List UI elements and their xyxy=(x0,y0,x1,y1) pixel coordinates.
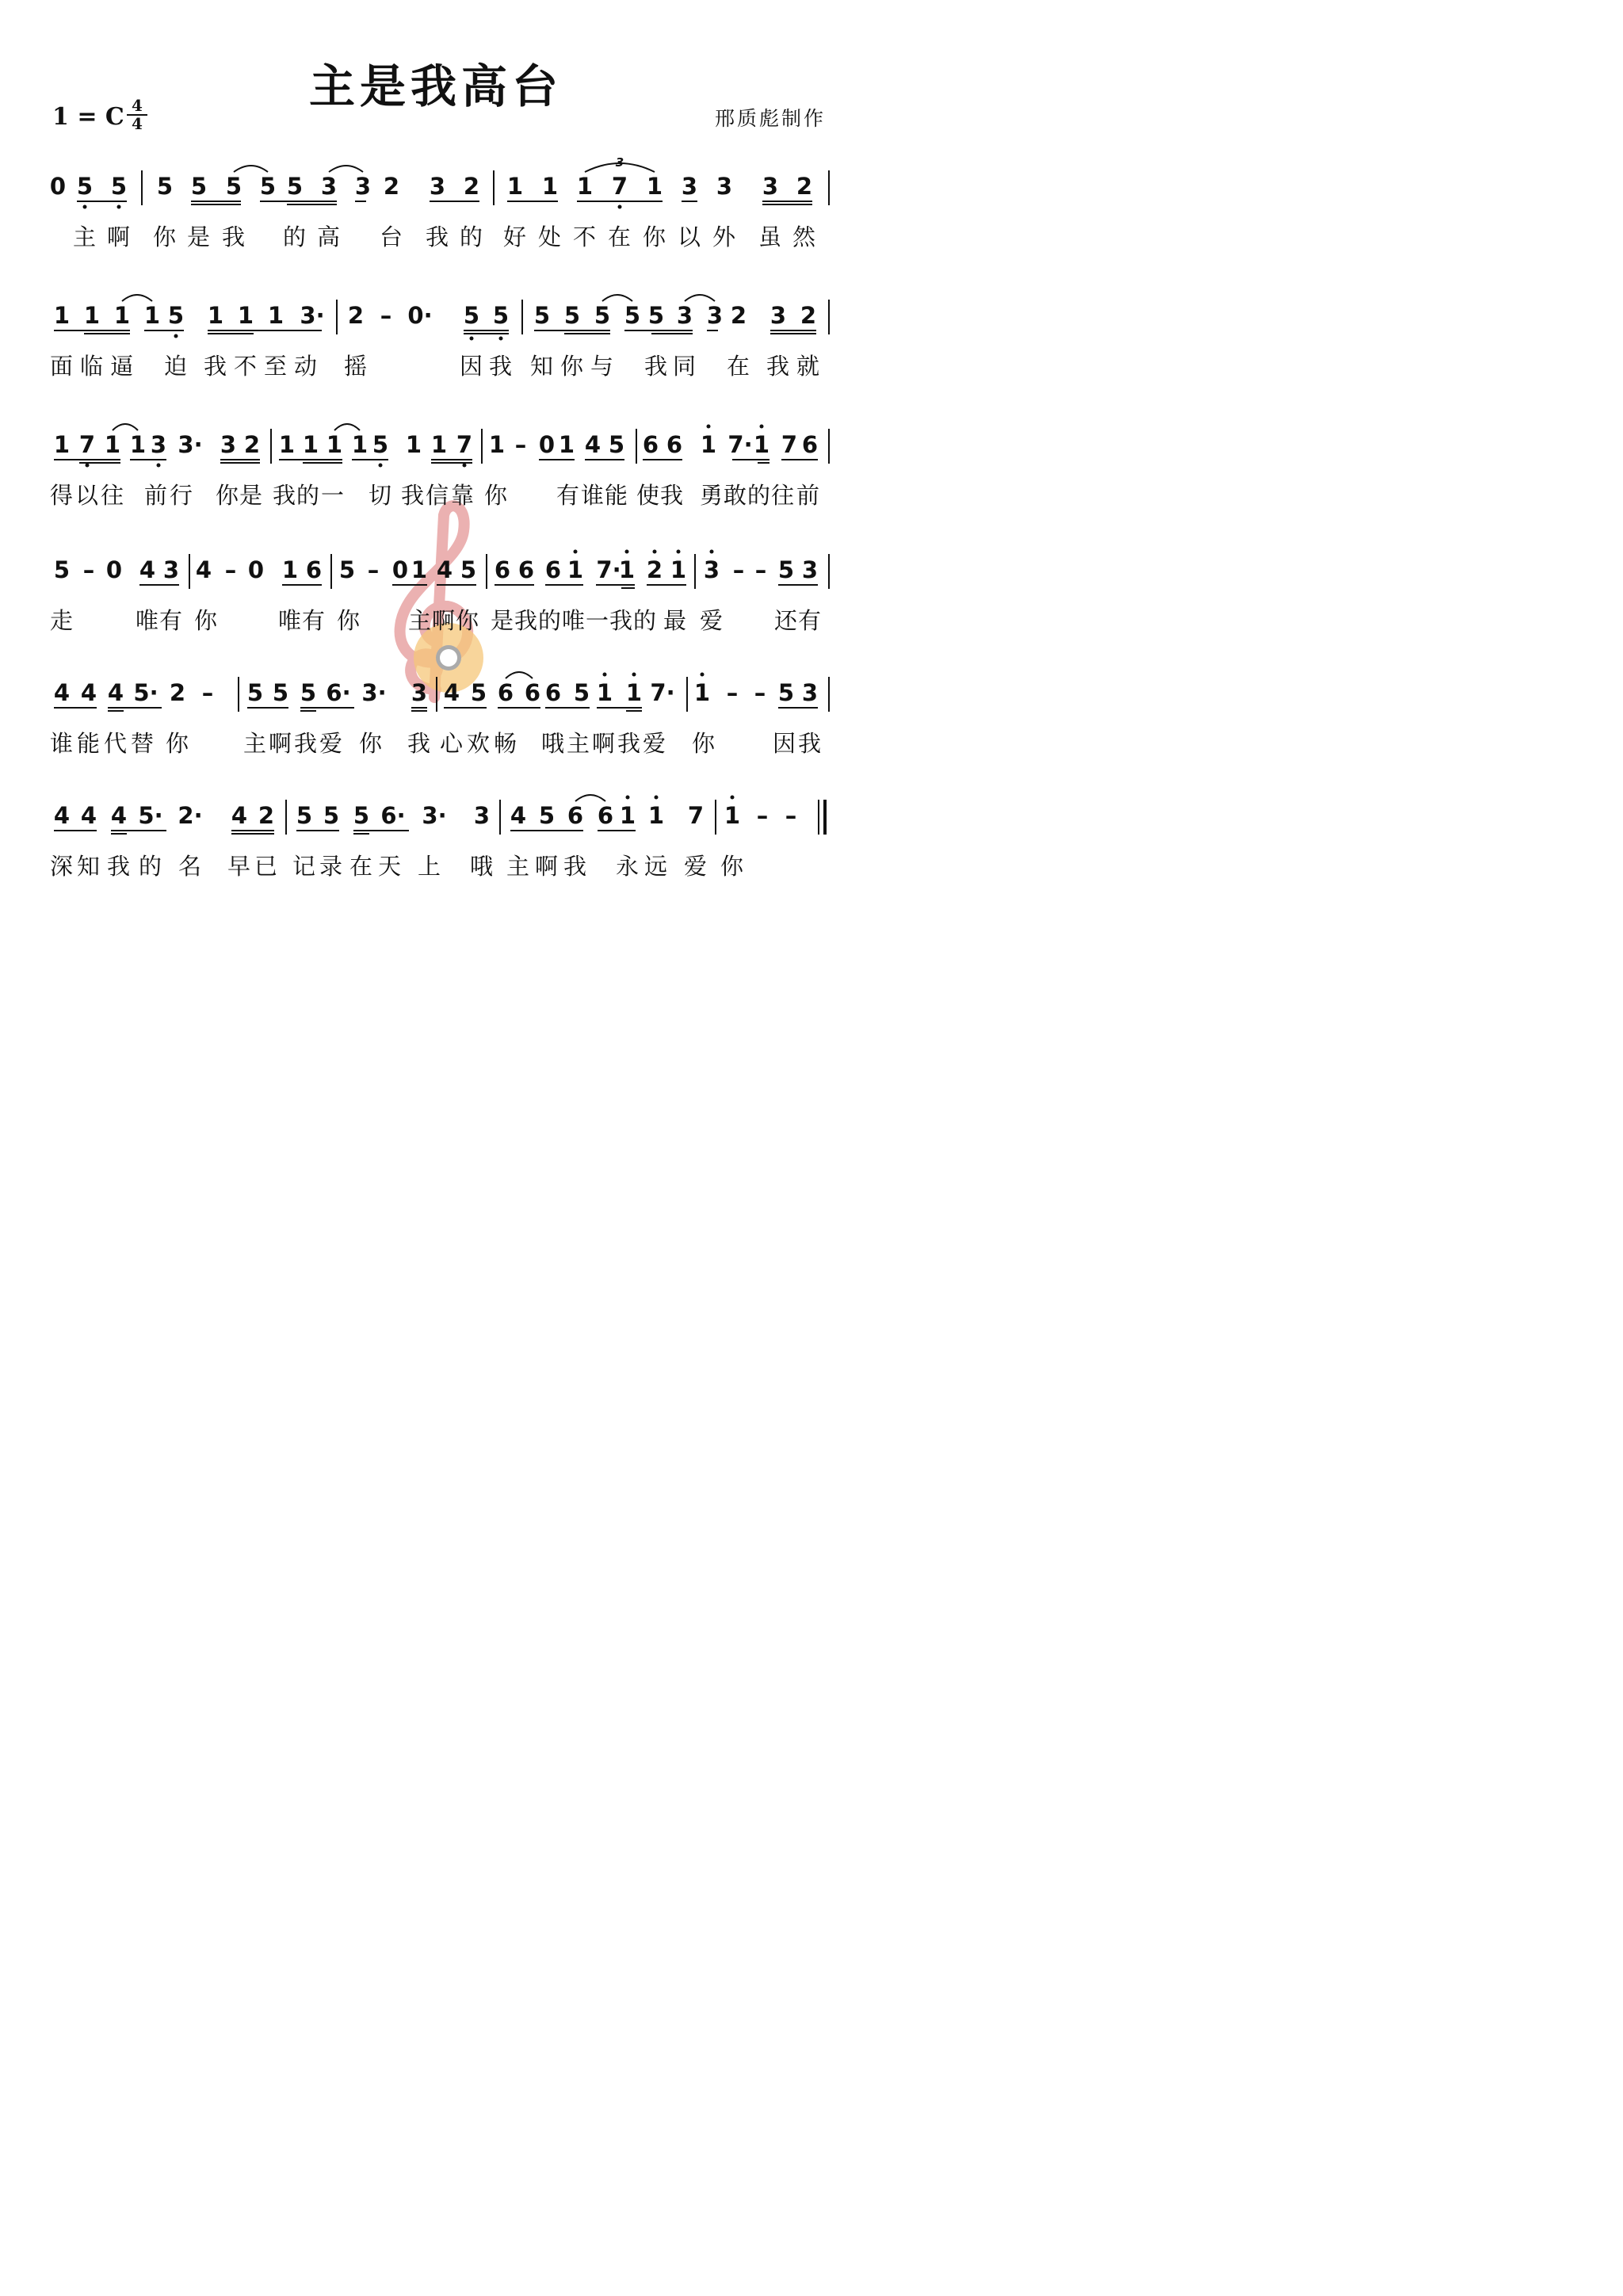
note: 1 xyxy=(326,431,343,458)
lyric: 迫 xyxy=(163,353,189,380)
note: – xyxy=(754,556,767,583)
lyric: 是 xyxy=(490,607,515,634)
note: 1 xyxy=(104,431,121,458)
lyric: 主 xyxy=(506,853,531,880)
lyric: 啊 xyxy=(591,730,617,757)
note: 1 xyxy=(506,173,524,200)
lyric: 不 xyxy=(572,223,598,250)
beams-and-slurs xyxy=(51,554,831,602)
lyric: 最 xyxy=(663,607,688,634)
lyric: 还 xyxy=(773,607,799,634)
note: 3 xyxy=(429,173,446,200)
note: 3 xyxy=(320,173,338,200)
music-system-5 xyxy=(51,677,831,780)
note: 1 xyxy=(83,302,101,329)
music-system-2 xyxy=(51,300,831,403)
note: 5 xyxy=(777,679,795,706)
note: 6· xyxy=(326,679,351,706)
lyric: 逼 xyxy=(109,353,135,380)
lyric: 录 xyxy=(319,853,344,880)
note: 7· xyxy=(596,556,621,583)
lyric: 处 xyxy=(537,223,563,250)
note: 7· xyxy=(727,431,753,458)
note: 1 xyxy=(281,556,299,583)
key-signature: 1 = C xyxy=(52,103,124,131)
lyric: 的 xyxy=(138,853,163,880)
lyric: 行 xyxy=(169,482,194,509)
note: 7 xyxy=(611,173,628,200)
lyric: 爱 xyxy=(319,730,344,757)
lyric: 与 xyxy=(590,353,615,380)
lyric: 名 xyxy=(178,853,203,880)
note: 7 xyxy=(78,431,96,458)
lyric: 哦 xyxy=(540,730,566,757)
lyric: 主 xyxy=(407,607,433,634)
note: 4 xyxy=(53,802,71,829)
note: 1 xyxy=(558,431,575,458)
note: 3 xyxy=(473,802,491,829)
lyric: 你 xyxy=(720,853,745,880)
note: – xyxy=(726,679,739,706)
note: 6· xyxy=(380,802,406,829)
note: 4 xyxy=(107,679,124,706)
lyric: 走 xyxy=(49,607,74,634)
note: 6 xyxy=(597,802,614,829)
note: 1 xyxy=(351,431,369,458)
lyric: 爱 xyxy=(683,853,708,880)
lyric: 知 xyxy=(76,853,101,880)
note: 3· xyxy=(422,802,447,829)
lyric: 的 xyxy=(632,607,658,634)
note: 1 xyxy=(670,556,687,583)
note: 2 xyxy=(347,302,365,329)
lyric: 心 xyxy=(439,730,464,757)
beams-and-slurs xyxy=(51,429,831,476)
note: 2· xyxy=(178,802,203,829)
lyric: 是 xyxy=(239,482,264,509)
note: 3 xyxy=(354,173,372,200)
beams-and-slurs xyxy=(51,300,831,347)
note: 7 xyxy=(456,431,473,458)
lyric: 替 xyxy=(130,730,155,757)
lyric: 你 xyxy=(642,223,667,250)
lyric: 主 xyxy=(72,223,97,250)
lyric: 的 xyxy=(537,607,563,634)
note: – xyxy=(82,556,95,583)
lyric: 往 xyxy=(100,482,125,509)
lyric: 记 xyxy=(292,853,317,880)
note: 5 xyxy=(300,679,317,706)
lyric: 啊 xyxy=(106,223,132,250)
lyric: 你 xyxy=(559,353,585,380)
note: 7 xyxy=(687,802,705,829)
note: 6 xyxy=(567,802,584,829)
note: 2 xyxy=(463,173,480,200)
lyric: 至 xyxy=(263,353,288,380)
lyric: 你 xyxy=(691,730,716,757)
note: 5 xyxy=(460,556,477,583)
note: 6 xyxy=(524,679,541,706)
note: 6 xyxy=(544,556,562,583)
note: 5· xyxy=(133,679,158,706)
music-system-3 xyxy=(51,429,831,532)
lyric: 有 xyxy=(158,607,184,634)
lyric: 你 xyxy=(215,482,240,509)
lyric: 得 xyxy=(49,482,74,509)
note: 6 xyxy=(494,556,511,583)
note: 1 xyxy=(278,431,296,458)
note: 5 xyxy=(463,302,480,329)
note: 5 xyxy=(353,802,370,829)
note: 1 xyxy=(619,802,636,829)
lyric: 动 xyxy=(293,353,319,380)
note: 6 xyxy=(544,679,562,706)
note: 7 xyxy=(781,431,798,458)
note: 4 xyxy=(139,556,156,583)
note: 1 xyxy=(237,302,254,329)
lyric: 代 xyxy=(103,730,128,757)
note: 5 xyxy=(372,431,389,458)
lyric: 啊 xyxy=(268,730,293,757)
lyric: 天 xyxy=(377,853,403,880)
lyric: 一 xyxy=(585,607,610,634)
lyric: 我 xyxy=(407,730,432,757)
lyric: 敢 xyxy=(723,482,748,509)
note: 0· xyxy=(407,302,433,329)
note: – xyxy=(756,802,769,829)
lyric: 的 xyxy=(747,482,772,509)
lyric: 好 xyxy=(502,223,528,250)
note: 5 xyxy=(533,302,551,329)
note: 5 xyxy=(296,802,313,829)
lyric: 虽 xyxy=(758,223,783,250)
note: 4 xyxy=(231,802,248,829)
lyric: 你 xyxy=(165,730,190,757)
lyric: 面 xyxy=(49,353,74,380)
triplet-label: 3 xyxy=(615,155,624,170)
note: 3 xyxy=(150,431,167,458)
lyric: 我 xyxy=(617,730,642,757)
note: 1 xyxy=(596,679,613,706)
note: 4 xyxy=(195,556,212,583)
note: 1 xyxy=(625,679,643,706)
note: 6 xyxy=(801,431,819,458)
lyric: 前 xyxy=(796,482,821,509)
note: 4 xyxy=(53,679,71,706)
lyric: 谁 xyxy=(49,730,74,757)
note: 3· xyxy=(178,431,203,458)
lyric: 我 xyxy=(272,482,297,509)
lyric: 你 xyxy=(336,607,361,634)
note: 2 xyxy=(258,802,275,829)
note: – xyxy=(514,431,527,458)
note: 5 xyxy=(167,302,185,329)
lyric: 然 xyxy=(792,223,817,250)
lyric: 的 xyxy=(296,482,321,509)
lyric: 不 xyxy=(233,353,258,380)
lyric: 有 xyxy=(797,607,823,634)
lyric: 我 xyxy=(797,730,823,757)
lyric: 因 xyxy=(459,353,484,380)
lyric: 我 xyxy=(643,353,669,380)
lyric: 临 xyxy=(79,353,105,380)
time-signature-bottom: 4 xyxy=(132,114,143,133)
note: – xyxy=(785,802,797,829)
lyric: 我 xyxy=(514,607,539,634)
note: 2 xyxy=(169,679,186,706)
note: 3 xyxy=(801,679,819,706)
lyric: 永 xyxy=(615,853,640,880)
note: – xyxy=(224,556,237,583)
note: 4 xyxy=(510,802,527,829)
lyric: 我 xyxy=(400,482,426,509)
note: 1 xyxy=(129,431,147,458)
note: 4 xyxy=(443,679,460,706)
lyric: 我 xyxy=(106,853,132,880)
note: 5 xyxy=(470,679,487,706)
note: 3 xyxy=(716,173,733,200)
lyric: 上 xyxy=(417,853,442,880)
note: 5 xyxy=(573,679,590,706)
lyric: 靠 xyxy=(450,482,475,509)
note: 5 xyxy=(563,302,581,329)
beams-and-slurs xyxy=(51,800,831,847)
note: 0 xyxy=(49,173,67,200)
note: 2 xyxy=(730,302,747,329)
note: 6 xyxy=(642,431,659,458)
note: 3 xyxy=(411,679,428,706)
song-title: 主是我高台 xyxy=(308,59,563,113)
note: 3· xyxy=(361,679,387,706)
note: 1 xyxy=(411,556,428,583)
note: 2 xyxy=(796,173,813,200)
author-credit: 邢质彪制作 xyxy=(714,107,826,130)
lyric: 已 xyxy=(254,853,279,880)
lyric: 深 xyxy=(49,853,74,880)
lyric: 我 xyxy=(221,223,246,250)
note: 1 xyxy=(753,431,770,458)
note: 1 xyxy=(302,431,319,458)
note: 5 xyxy=(323,802,340,829)
lyric: 啊 xyxy=(431,607,456,634)
note: 5· xyxy=(138,802,163,829)
note: 5 xyxy=(246,679,264,706)
note: 5 xyxy=(608,431,625,458)
note: 1 xyxy=(488,431,506,458)
note: 5 xyxy=(190,173,208,200)
lyric: 我 xyxy=(766,353,791,380)
note: 2 xyxy=(243,431,261,458)
note: 0 xyxy=(538,431,556,458)
note: 5 xyxy=(225,173,242,200)
note: 1 xyxy=(646,173,663,200)
note: 5 xyxy=(76,173,94,200)
note: 1 xyxy=(53,302,71,329)
lyric: 我 xyxy=(488,353,514,380)
note: 5 xyxy=(156,173,174,200)
lyric: 因 xyxy=(772,730,797,757)
lyric: 早 xyxy=(227,853,252,880)
lyric: 我 xyxy=(659,482,685,509)
note: 6 xyxy=(305,556,323,583)
lyric: 能 xyxy=(76,730,101,757)
note: 3 xyxy=(676,302,693,329)
lyric: 你 xyxy=(358,730,384,757)
lyric: 啊 xyxy=(534,853,559,880)
lyric: 同 xyxy=(672,353,697,380)
lyric: 以 xyxy=(74,482,100,509)
lyric: 在 xyxy=(726,353,751,380)
lyric: 以 xyxy=(677,223,702,250)
note: 5 xyxy=(777,556,795,583)
note: 2 xyxy=(646,556,663,583)
note: 3 xyxy=(769,302,787,329)
lyric: 勇 xyxy=(699,482,724,509)
lyric: 主 xyxy=(242,730,268,757)
note: 1 xyxy=(576,173,594,200)
note: 3 xyxy=(162,556,180,583)
note: 4 xyxy=(436,556,453,583)
note: 2 xyxy=(800,302,817,329)
lyric: 我 xyxy=(563,853,588,880)
note: 5 xyxy=(492,302,510,329)
lyric: 一 xyxy=(320,482,346,509)
lyric: 哦 xyxy=(469,853,495,880)
lyric: 你 xyxy=(152,223,178,250)
note: 5 xyxy=(338,556,356,583)
lyric: 往 xyxy=(770,482,796,509)
lyric: 是 xyxy=(186,223,212,250)
note: 4 xyxy=(110,802,128,829)
note: 3 xyxy=(706,302,724,329)
lyric: 高 xyxy=(316,223,342,250)
note: 3 xyxy=(762,173,779,200)
lyric: 台 xyxy=(379,223,404,250)
lyric: 使 xyxy=(636,482,661,509)
music-system-4 xyxy=(51,554,831,657)
note: 6 xyxy=(666,431,683,458)
lyric: 远 xyxy=(643,853,669,880)
lyric: 我 xyxy=(293,730,319,757)
lyric: 能 xyxy=(604,482,629,509)
note: 6 xyxy=(517,556,535,583)
note: 1 xyxy=(207,302,224,329)
note: 3· xyxy=(300,302,325,329)
note: 1 xyxy=(430,431,448,458)
note: 5 xyxy=(594,302,611,329)
note: 3 xyxy=(801,556,819,583)
note: 1 xyxy=(267,302,285,329)
note: 5 xyxy=(259,173,277,200)
lyric: 我 xyxy=(425,223,450,250)
note: 1 xyxy=(567,556,584,583)
note: 2 xyxy=(383,173,400,200)
note: 1 xyxy=(618,556,636,583)
note: 1 xyxy=(693,679,711,706)
lyric: 我 xyxy=(609,607,634,634)
note: 5 xyxy=(647,302,665,329)
lyric: 知 xyxy=(529,353,555,380)
note: 1 xyxy=(647,802,665,829)
note: 5 xyxy=(538,802,556,829)
note: 7· xyxy=(650,679,675,706)
note: 0 xyxy=(105,556,123,583)
note: 1 xyxy=(541,173,559,200)
note: 4 xyxy=(584,431,601,458)
note: – xyxy=(201,679,214,706)
lyric: 信 xyxy=(425,482,450,509)
note: 4 xyxy=(80,802,97,829)
lyric: 摇 xyxy=(343,353,369,380)
note: 5 xyxy=(272,679,289,706)
note: 3 xyxy=(703,556,720,583)
note: – xyxy=(367,556,380,583)
note: 1 xyxy=(700,431,717,458)
note: 0 xyxy=(247,556,265,583)
note: 5 xyxy=(624,302,641,329)
note: 1 xyxy=(724,802,741,829)
beams-and-slurs xyxy=(51,677,831,724)
lyric: 唯 xyxy=(135,607,160,634)
beams-and-slurs xyxy=(51,170,831,218)
lyric: 唯 xyxy=(277,607,303,634)
lyric: 在 xyxy=(349,853,374,880)
note: 1 xyxy=(53,431,71,458)
lyric: 你 xyxy=(193,607,219,634)
note: 0 xyxy=(391,556,409,583)
lyric: 你 xyxy=(455,607,480,634)
lyric: 的 xyxy=(282,223,307,250)
time-signature xyxy=(127,98,147,132)
lyric: 切 xyxy=(368,482,393,509)
lyric: 爱 xyxy=(699,607,724,634)
note: – xyxy=(732,556,745,583)
note: 5 xyxy=(53,556,71,583)
lyric: 有 xyxy=(301,607,327,634)
lyric: 唯 xyxy=(561,607,586,634)
lyric: 在 xyxy=(607,223,632,250)
lyric: 前 xyxy=(143,482,169,509)
lyric: 你 xyxy=(483,482,509,509)
lyric: 的 xyxy=(459,223,484,250)
note: 3 xyxy=(681,173,698,200)
note: 1 xyxy=(405,431,422,458)
lyric: 外 xyxy=(712,223,737,250)
note: – xyxy=(380,302,392,329)
lyric: 谁 xyxy=(580,482,605,509)
music-system-1 xyxy=(49,155,831,273)
note: 6 xyxy=(497,679,514,706)
lyric: 畅 xyxy=(493,730,518,757)
lyric: 我 xyxy=(203,353,228,380)
time-signature-top: 4 xyxy=(132,96,143,115)
note: 4 xyxy=(80,679,97,706)
note: 1 xyxy=(143,302,161,329)
music-system-6 xyxy=(51,800,831,903)
lyric: 主 xyxy=(566,730,591,757)
lyric: 欢 xyxy=(466,730,491,757)
lyric: 爱 xyxy=(642,730,667,757)
lyric: 就 xyxy=(796,353,821,380)
note: – xyxy=(754,679,766,706)
note: 5 xyxy=(110,173,128,200)
lyric: 有 xyxy=(556,482,581,509)
note: 1 xyxy=(113,302,131,329)
note: 3 xyxy=(220,431,237,458)
note: 5 xyxy=(286,173,304,200)
